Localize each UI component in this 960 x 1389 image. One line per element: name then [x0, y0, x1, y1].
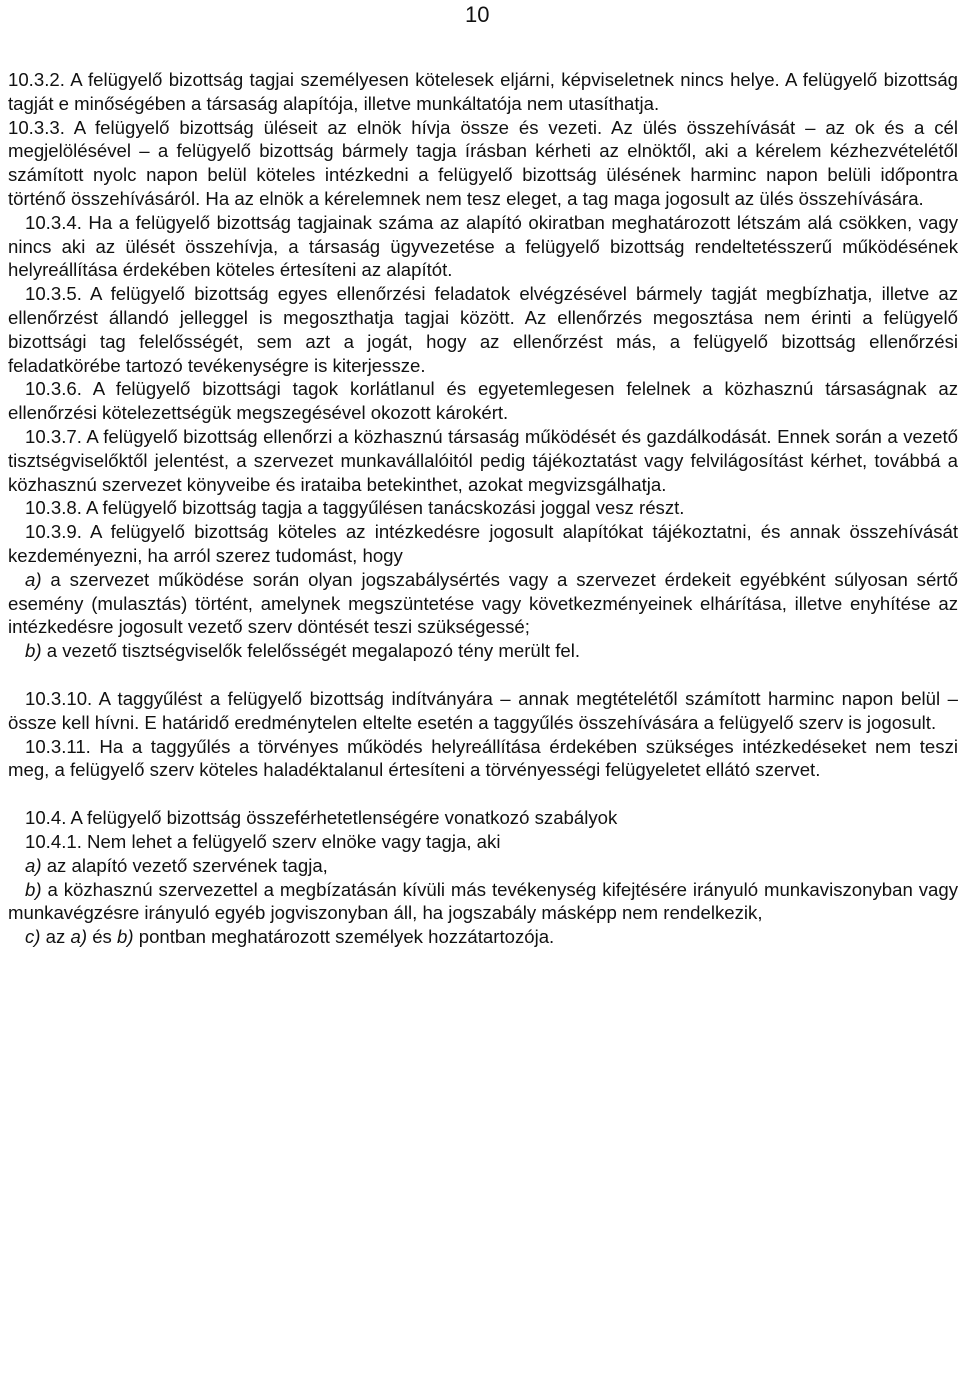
paragraph-10-3-10: 10.3.10. A taggyűlést a felügyelő bizottság indítványára – annak megtételétől számított harminc napon belül – össze kell hívni. E határidő eredménytelen eltelte esetén a taggyűlés összehívására a felügyelő szerv is jogosult.	[8, 687, 958, 733]
spacer	[8, 782, 958, 806]
list-item-b	[8, 639, 958, 663]
paragraph-10-3-4: 10.3.4. Ha a felügyelő bizottság tagjainak száma az alapító okiratban meghatározott létszám alá csökken, vagy nincs aki az ülését összehívja, a társaság ügyvezetése a felügyelő bizottság rendeltetésszerű működésének helyreállítása érdekében köteles értesíteni az alapítót.	[8, 211, 958, 281]
list-marker: b)	[25, 878, 42, 900]
paragraph-10-3-6: 10.3.6. A felügyelő bizottsági tagok korlátlanul és egyetemlegesen felelnek a közhasznú társaságnak az ellenőrzési kötelezettségük megszegésével okozott károkért.	[8, 378, 958, 424]
paragraph-10-3-2: 10.3.2. A felügyelő bizottság tagjai személyesen kötelesek eljárni, képviseletnek nincs helye. A felügyelő bizottság tagját e minőségében a társaság alapítója, illetve munkáltatója nem utasíthatja.	[8, 69, 958, 114]
list-reference: b)	[117, 926, 134, 948]
list-item-text: a vezető tisztségviselők felelősségét megalapozó tény merült fel.	[41, 640, 581, 662]
list-item-text: és	[87, 926, 118, 948]
section-heading-10-4: 10.4. A felügyelő bizottság összeférhetetlenségére vonatkozó szabályok	[25, 807, 618, 829]
page-number: 10	[465, 2, 490, 27]
list-reference: a)	[70, 926, 88, 948]
list-item-text: a szervezet működése során olyan jogszabálysértés vagy a szervezet érdekeit egyébként súlyosan sértő esemény (mulasztás) történt, amelynek megszüntetése vagy következményeinek elhárítása, illetve enyhítése az intézkedésre jogosult vezető szerv döntését teszi szükségessé;	[8, 568, 958, 638]
list-marker: a)	[25, 568, 42, 590]
spacer	[8, 663, 958, 687]
list-item-text: az	[40, 926, 71, 948]
paragraph-10-3-11: 10.3.11. Ha a taggyűlés a törvényes működés helyreállítása érdekében szükséges intézkedéseket nem teszi meg, a felügyelő szerv köteles haladéktalanul értesíteni a törvényességi felügyeletet ellátó szervet.	[8, 735, 958, 781]
paragraph-10-3-8: 10.3.8. A felügyelő bizottság tagja a taggyűlésen tanácskozási joggal vesz részt.	[25, 497, 685, 519]
paragraph-10-3-3: 10.3.3. A felügyelő bizottság üléseit az elnök hívja össze és vezeti. Az ülés összehívását – az ok és a cél megjelölésével – a felügyelő bizottság bármely tagja írásban kérheti az elnöktől, aki a kérelem kézhezvételétől számított nyolc napon belül köteles intézkedni a felügyelő bizottság ülésének harminc napon belüli időpontra történő összehívásáról. Ha az elnök a kérelemnek nem tesz eleget, a tag maga jogosult az ülés összehívására.	[8, 116, 958, 209]
paragraph-10-3-9: 10.3.9. A felügyelő bizottság köteles az intézkedésre jogosult alapítókat tájékoztatni, és annak összehívását kezdeményezni, ha arról szerez tudomást, hogy	[8, 521, 958, 566]
paragraph-10-3-5: 10.3.5. A felügyelő bizottság egyes ellenőrzési feladatok elvégzésével bármely tagját megbízhatja, illetve az ellenőrzést állandó jelleggel is megoszthatja tagjai között. Az ellenőrzés megosztása nem érinti a felügyelő bizottsági tag felelősségét, sem azt a jogát, hogy az ellenőrzést más, a felügyelő bizottság ellenőrzési feladatkörébe tartozó tevékenységre is kiterjessze.	[8, 283, 958, 376]
list-item-c	[8, 925, 958, 949]
list-marker: c)	[25, 926, 41, 948]
paragraph-10-4-1: 10.4.1. Nem lehet a felügyelő szerv elnöke vagy tagja, aki	[25, 830, 501, 852]
list-item-a	[8, 854, 958, 878]
paragraph-10-3-7: 10.3.7. A felügyelő bizottság ellenőrzi a közhasznú társaság működését és gazdálkodását. Ennek során a vezető tisztségviselőktől jelentést, a szervezet munkavállalóitól pedig tájékoztatást vagy felvilágosítást kérhet, továbbá a közhasznú szervezet könyveibe és irataiba betekinthet, azokat megvizsgálhatja.	[8, 425, 958, 495]
list-item-text: a közhasznú szervezettel a megbízatásán kívüli más tevékenység kifejtésére irányuló munkaviszonyban vagy munkavégzésre irányuló egyéb jogviszonyban áll, ha jogszabály másképp nem rendelkezik,	[8, 878, 958, 924]
list-item-b	[8, 878, 958, 926]
list-marker: a)	[25, 854, 42, 876]
list-marker: b)	[25, 640, 42, 662]
document-body	[8, 68, 958, 949]
list-item-text: az alapító vezető szervének tagja,	[41, 854, 328, 876]
list-item-text: pontban meghatározott személyek hozzátartozója.	[133, 926, 555, 948]
list-item-a	[8, 568, 958, 639]
